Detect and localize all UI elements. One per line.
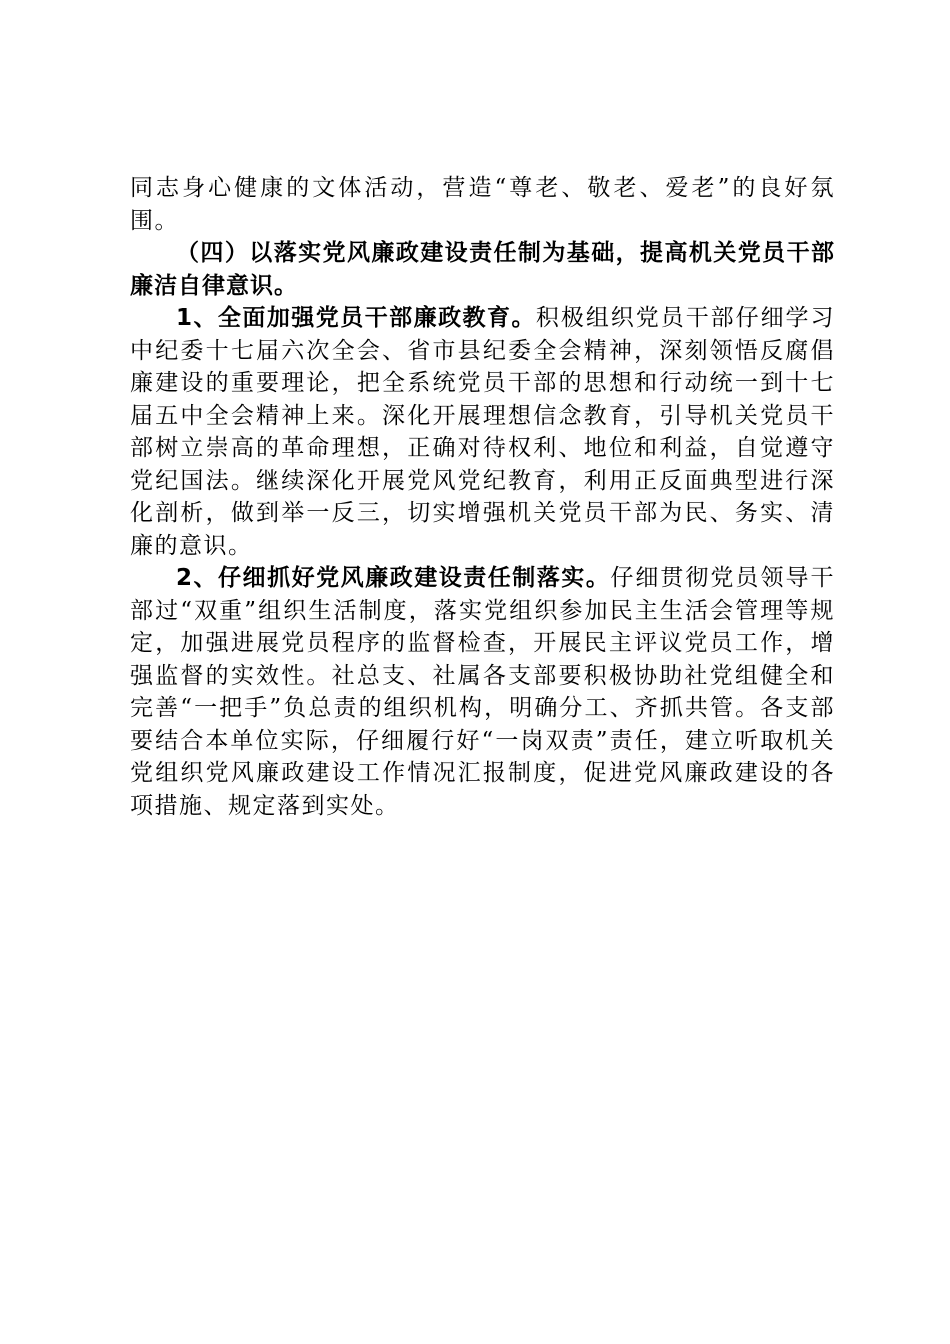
section-heading: （四）以落实党风廉政建设责任制为基础，提高机关党员干部廉洁自律意识。	[130, 240, 835, 299]
item-2-title: 2、仔细抓好党风廉政建设责任制落实。	[176, 565, 611, 591]
item-1-body: 积极组织党员干部仔细学习中纪委十七届六次全会、省市县纪委全会精神，深刻领悟反腐倡廉建设的重要理论，把全系统党员干部的思想和行动统一到十七届五中全会精神上来。深化开展理想信念教育，引导机关党员干部树立崇高的革命理想，正确对待权利、地位和利益，自觉遵守党纪国法。继续深化开展党风党纪教育，利用正反面典型进行深化剖析，做到举一反三，切实增强机关党员干部为民、务实、清廉的意识。	[130, 305, 835, 559]
document-body	[130, 172, 835, 822]
item-2-body: 仔细贯彻党员领导干部过“双重”组织生活制度，落实党组织参加民主生活会管理等规定，加强进展党员程序的监督检查，开展民主评议党员工作，增强监督的实效性。社总支、社属各支部要积极协助社党组健全和完善“一把手”负总责的组织机构，明确分工、齐抓共管。各支部要结合本单位实际，仔细履行好“一岗双责”责任，建立听取机关党组织党风廉政建设工作情况汇报制度，促进党风廉政建设的各项措施、规定落到实处。	[130, 565, 835, 819]
item-1-title: 1、全面加强党员干部廉政教育。	[176, 305, 536, 331]
paragraph-item-2	[130, 562, 835, 822]
paragraph-item-1	[130, 302, 835, 562]
paragraph-continuation: 同志身心健康的文体活动，营造“尊老、敬老、爱老”的良好氛围。	[130, 175, 835, 234]
